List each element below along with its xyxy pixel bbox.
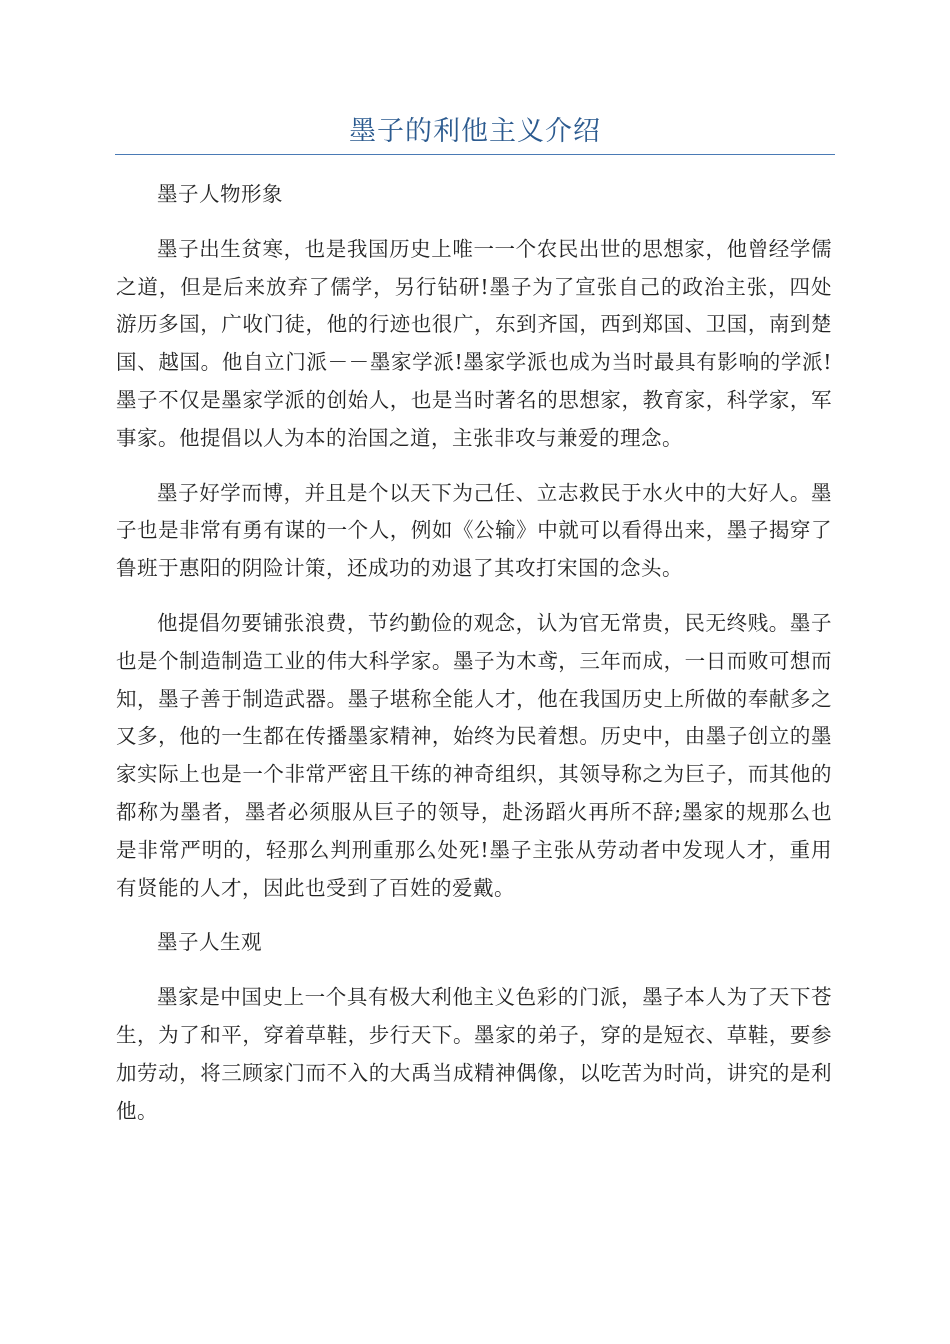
document-body [116, 176, 832, 1147]
paragraph: 墨家是中国史上一个具有极大利他主义色彩的门派，墨子本人为了天下苍生，为了和平，穿着草鞋，步行天下。墨家的弟子，穿的是短衣、草鞋，要参加劳动，将三顾家门而不入的大禹当成精神偶像，以吃苦为时尚，讲究的是利他。 [116, 985, 832, 1123]
paragraph: 墨子出生贫寒，也是我国历史上唯一一个农民出世的思想家，他曾经学儒之道，但是后来放弃了儒学，另行钻研!墨子为了宣张自己的政治主张，四处游历多国，广收门徒，他的行迹也很广，东到齐国，西到郑国、卫国，南到楚国、越国。他自立门派－－墨家学派!墨家学派也成为当时最具有影响的学派!墨子不仅是墨家学派的创始人，也是当时著名的思想家，教育家，科学家，军事家。他提倡以人为本的治国之道，主张非攻与兼爱的理念。 [116, 236, 832, 450]
section-heading: 墨子人生观 [157, 930, 262, 955]
title-underline [115, 154, 835, 155]
section-heading: 墨子人物形象 [157, 182, 283, 206]
document-title: 墨子的利他主义介绍 [349, 116, 601, 147]
paragraph: 墨子好学而博，并且是个以天下为己任、立志救民于水火中的大好人。墨子也是非常有勇有谋的一个人，例如《公输》中就可以看得出来，墨子揭穿了鲁班于惠阳的阴险计策，还成功的劝退了其攻打宋国的念头。 [116, 480, 832, 581]
paragraph: 他提倡勿要铺张浪费，节约勤俭的观念，认为官无常贵，民无终贱。墨子也是个制造制造工业的伟大科学家。墨子为木鸢，三年而成，一日而败可想而知，墨子善于制造武器。墨子堪称全能人才，他在我国历史上所做的奉献多之又多，他的一生都在传播墨家精神，始终为民着想。历史中，由墨子创立的墨家实际上也是一个非常严密且干练的神奇组织，其领导称之为巨子，而其他的都称为墨者，墨者必须服从巨子的领导，赴汤蹈火再所不辞;墨家的规那么也是非常严明的，轻那么判刑重那么处死!墨子主张从劳动者中发现人才，重用有贤能的人才，因此也受到了百姓的爱戴。 [116, 610, 832, 900]
